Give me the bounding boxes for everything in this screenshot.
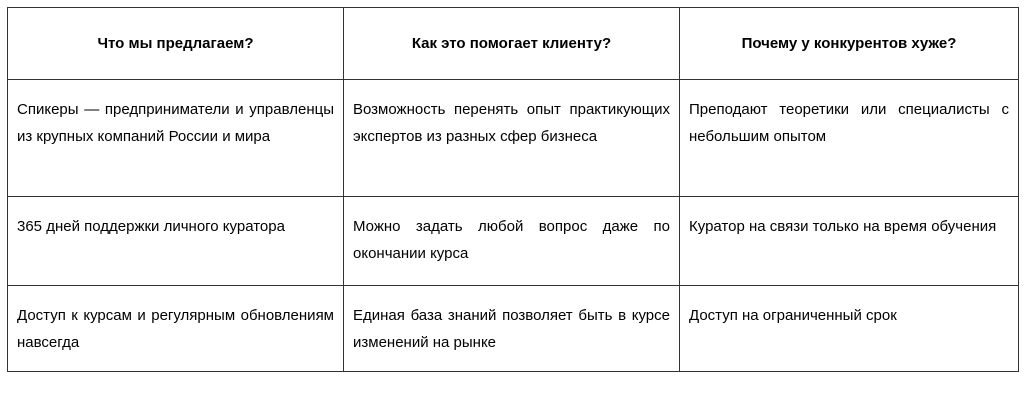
table-cell: Можно задать любой вопрос даже по окончании курса	[344, 197, 680, 286]
table-row	[8, 286, 1019, 372]
header-row	[8, 8, 1019, 80]
table-cell: Куратор на связи только на время обучения	[680, 197, 1019, 286]
table-row	[8, 80, 1019, 197]
table-cell: Преподают теоретики или специалисты с небольшим опытом	[680, 80, 1019, 197]
table-row	[8, 197, 1019, 286]
table-cell: 365 дней поддержки личного куратора	[8, 197, 344, 286]
header-cell-competitors: Почему у конкурентов хуже?	[680, 8, 1019, 80]
header-cell-offer: Что мы предлагаем?	[8, 8, 344, 80]
comparison-table	[7, 7, 1019, 372]
table-cell: Единая база знаний позволяет быть в курсе изменений на рынке	[344, 286, 680, 372]
header-cell-benefit: Как это помогает клиенту?	[344, 8, 680, 80]
table-cell: Возможность перенять опыт практикующих экспертов из разных сфер бизнеса	[344, 80, 680, 197]
table-cell: Доступ на ограниченный срок	[680, 286, 1019, 372]
table-cell: Спикеры — предприниматели и управленцы из крупных компаний России и мира	[8, 80, 344, 197]
table-cell: Доступ к курсам и регулярным обновлениям навсегда	[8, 286, 344, 372]
